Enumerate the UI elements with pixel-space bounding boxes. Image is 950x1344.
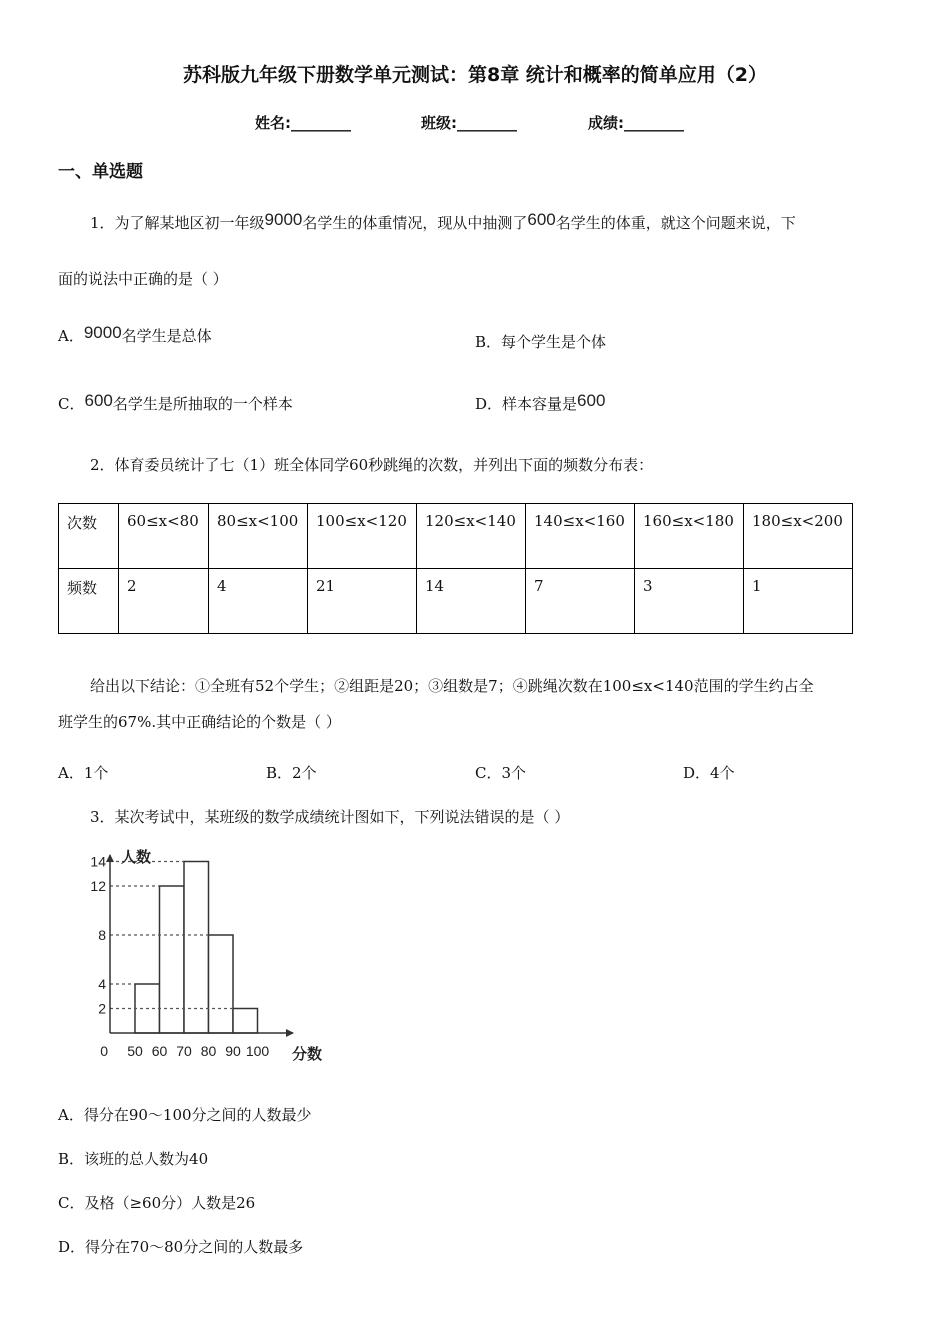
y-axis-label: 人数 <box>121 848 152 866</box>
histogram-bar <box>160 886 185 1033</box>
origin-label: 0 <box>100 1043 108 1059</box>
y-tick-label: 12 <box>90 878 106 894</box>
class-field: 班级:________ <box>421 114 517 132</box>
q1-option-a-number: 9000 <box>83 323 122 342</box>
q1-option-c-number: 600 <box>84 391 113 410</box>
page-title: 苏科版九年级下册数学单元测试：第8章 统计和概率的简单应用（2） <box>182 64 768 86</box>
q1-option-b: B．每个学生是个体 <box>475 333 607 351</box>
table-cell: 100≤x<120 <box>308 504 417 569</box>
name-field: 姓名:________ <box>255 114 351 132</box>
q1-number-9000: 9000 <box>264 210 303 229</box>
histogram-bar <box>233 1009 258 1034</box>
x-tick-label: 90 <box>225 1043 241 1059</box>
q1-number-600: 600 <box>527 210 556 229</box>
table-cell: 60≤x<80 <box>119 504 209 569</box>
x-tick-label: 80 <box>200 1043 217 1059</box>
q1-option-c-label: C． <box>58 395 85 413</box>
x-tick-label: 60 <box>151 1043 168 1059</box>
x-tick-label: 70 <box>176 1043 192 1059</box>
q1-text-post: 名学生的体重，就这个问题来说，下 <box>555 214 796 232</box>
section-heading: 一、单选题 <box>58 162 143 182</box>
table-cell: 7 <box>526 569 635 634</box>
histogram-bar <box>209 935 234 1033</box>
q1-option-d <box>475 391 605 414</box>
q2-option-a: A．1个 <box>58 764 109 782</box>
question-1-stem <box>90 210 796 233</box>
q1-text-mid: 名学生的体重情况，现从中抽测了 <box>302 214 528 232</box>
table-row <box>59 569 853 634</box>
q2-option-d: D．4个 <box>683 764 735 782</box>
table-cell: 4 <box>209 569 308 634</box>
table-cell: 120≤x<140 <box>417 504 526 569</box>
table-header-cell: 频数 <box>59 569 119 634</box>
table-row <box>59 504 853 569</box>
q3-option-d: D．得分在70～80分之间的人数最多 <box>58 1238 304 1256</box>
question-3-stem: 3．某次考试中，某班级的数学成绩统计图如下，下列说法错误的是（ ） <box>90 808 570 826</box>
q1-option-a-label: A． <box>58 327 84 345</box>
q2-conclusions: 给出以下结论：①全班有52个学生；②组距是20；③组数是7；④跳绳次数在100≤x<140范围的学生约占全 <box>90 677 814 695</box>
table-cell: 180≤x<200 <box>744 504 853 569</box>
score-field: 成绩:________ <box>588 114 684 132</box>
x-tick-label: 50 <box>127 1043 143 1059</box>
table-cell: 3 <box>635 569 744 634</box>
table-header-cell: 次数 <box>59 504 119 569</box>
table-cell: 140≤x<160 <box>526 504 635 569</box>
table-cell: 2 <box>119 569 209 634</box>
histogram-bar <box>184 862 209 1034</box>
table-cell: 14 <box>417 569 526 634</box>
histogram-chart <box>80 845 340 1070</box>
q1-option-c-text: 名学生是所抽取的一个样本 <box>112 395 293 413</box>
table-cell: 21 <box>308 569 417 634</box>
q3-option-b: B．该班的总人数为40 <box>58 1150 209 1168</box>
q1-option-a <box>58 323 212 346</box>
q1-option-d-number: 600 <box>577 391 606 410</box>
q1-option-c <box>58 391 293 414</box>
q2-conclusions-line2: 班学生的67%.其中正确结论的个数是（ ） <box>58 713 341 731</box>
q2-option-b: B．2个 <box>266 764 317 782</box>
y-tick-label: 14 <box>90 853 106 870</box>
y-tick-label: 2 <box>98 1000 106 1017</box>
q3-option-a: A．得分在90～100分之间的人数最少 <box>58 1106 312 1124</box>
question-1-stem-line2: 面的说法中正确的是（ ） <box>58 270 228 288</box>
q3-option-c: C．及格（≥60分）人数是26 <box>58 1194 256 1212</box>
question-2-stem: 2．体育委员统计了七（1）班全体同学60秒跳绳的次数，并列出下面的频数分布表： <box>90 456 654 474</box>
table-cell: 80≤x<100 <box>209 504 308 569</box>
x-tick-label: 100 <box>245 1043 270 1059</box>
y-tick-label: 8 <box>98 927 106 943</box>
table-cell: 160≤x<180 <box>635 504 744 569</box>
q2-option-c: C．3个 <box>475 764 527 782</box>
histogram-bars <box>135 862 258 1034</box>
frequency-table <box>58 503 853 634</box>
q1-text-pre: 1．为了解某地区初一年级 <box>90 214 265 232</box>
q1-option-d-text: D．样本容量是 <box>475 395 578 413</box>
x-axis-label: 分数 <box>292 1045 323 1063</box>
table-cell: 1 <box>744 569 853 634</box>
y-tick-label: 4 <box>98 976 106 992</box>
q1-option-a-text: 名学生是总体 <box>121 327 212 345</box>
